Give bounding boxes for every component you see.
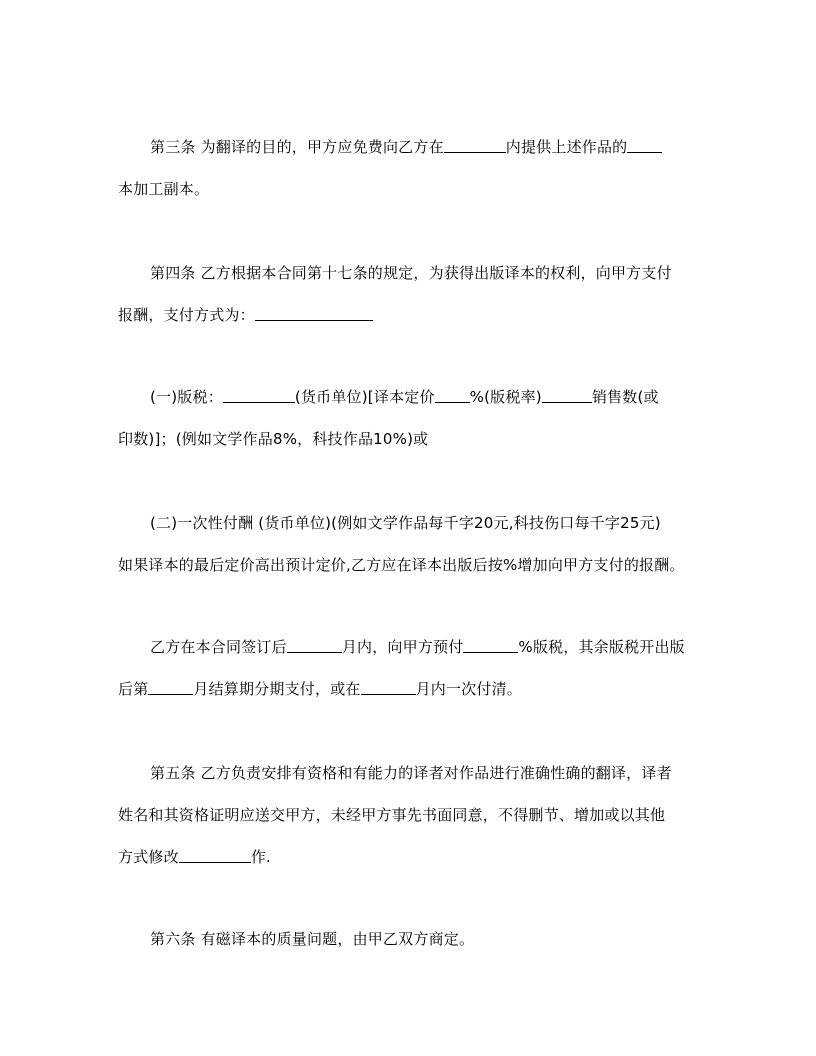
article-6-line-1 xyxy=(150,929,710,949)
option-1-text-a: (一)版税： xyxy=(150,388,223,406)
article-5-line-3 xyxy=(118,847,708,867)
payment-line-1 xyxy=(150,637,710,657)
option-1-line-2 xyxy=(118,429,708,449)
option-2-text-b: 如果译本的最后定价高出预计定价,乙方应在译本出版后按%增加向甲方支付的报酬。 xyxy=(118,556,685,574)
article-3-text-a: 第三条 为翻译的目的，甲方应免费向乙方在 xyxy=(150,138,444,156)
option-1-line-1 xyxy=(150,387,710,407)
blank-field xyxy=(435,387,470,403)
blank-field xyxy=(148,679,193,695)
article-3-line-1 xyxy=(150,137,710,157)
article-4-text-b: 报酬，支付方式为： xyxy=(118,306,255,324)
article-5-text-a: 第五条 乙方负责安排有资格和有能力的译者对作品进行准确性确的翻译，译者 xyxy=(150,764,672,782)
option-2-line-1 xyxy=(150,513,710,533)
option-2-text-a: (二)一次性付酬 (货币单位)(例如文学作品每千字20元,科技伤口每千字25元) xyxy=(150,514,661,532)
option-1-text-d: 销售数(或 xyxy=(591,388,659,406)
article-4-text-a: 第四条 乙方根据本合同第十七条的规定，为获得出版译本的权利，向甲方支付 xyxy=(150,264,672,282)
blank-field xyxy=(223,387,295,403)
article-3-line-2 xyxy=(118,179,708,199)
blank-field xyxy=(361,679,416,695)
article-3-text-b: 内提供上述作品的 xyxy=(505,138,628,156)
article-3-text-c: 本加工副本。 xyxy=(118,180,210,198)
option-1-text-c: %(版税率) xyxy=(469,388,542,406)
blank-field xyxy=(179,847,251,863)
payment-text-e: 月结算期分期支付，或在 xyxy=(193,680,361,698)
article-5-line-2 xyxy=(118,805,708,825)
payment-text-c: %版税，其余版税开出版 xyxy=(518,638,685,656)
article-5-text-c: 方式修改 xyxy=(118,848,179,866)
blank-field xyxy=(542,387,592,403)
article-4-line-1 xyxy=(150,263,710,283)
blank-field xyxy=(627,137,662,153)
option-1-text-b: (货币单位)[译本定价 xyxy=(294,388,435,406)
blank-field xyxy=(463,637,518,653)
article-5-line-1 xyxy=(150,763,710,783)
article-4-line-2 xyxy=(118,305,708,325)
blank-field xyxy=(444,137,506,153)
option-1-text-e: 印数)]；(例如文学作品8%，科技作品10%)或 xyxy=(118,430,429,448)
article-5-text-d: 作. xyxy=(250,848,271,866)
payment-text-a: 乙方在本合同签订后 xyxy=(150,638,287,656)
payment-text-d: 后第 xyxy=(118,680,149,698)
option-2-line-2 xyxy=(118,555,708,575)
payment-line-2 xyxy=(118,679,708,699)
article-6-text-a: 第六条 有磁译本的质量问题，由甲乙双方商定。 xyxy=(150,930,475,948)
blank-field xyxy=(255,305,373,321)
blank-field xyxy=(287,637,342,653)
payment-text-f: 月内一次付清。 xyxy=(415,680,523,698)
payment-text-b: 月内，向甲方预付 xyxy=(341,638,464,656)
article-5-text-b: 姓名和其资格证明应送交甲方，未经甲方事先书面同意，不得删节、增加或以其他 xyxy=(118,806,666,824)
